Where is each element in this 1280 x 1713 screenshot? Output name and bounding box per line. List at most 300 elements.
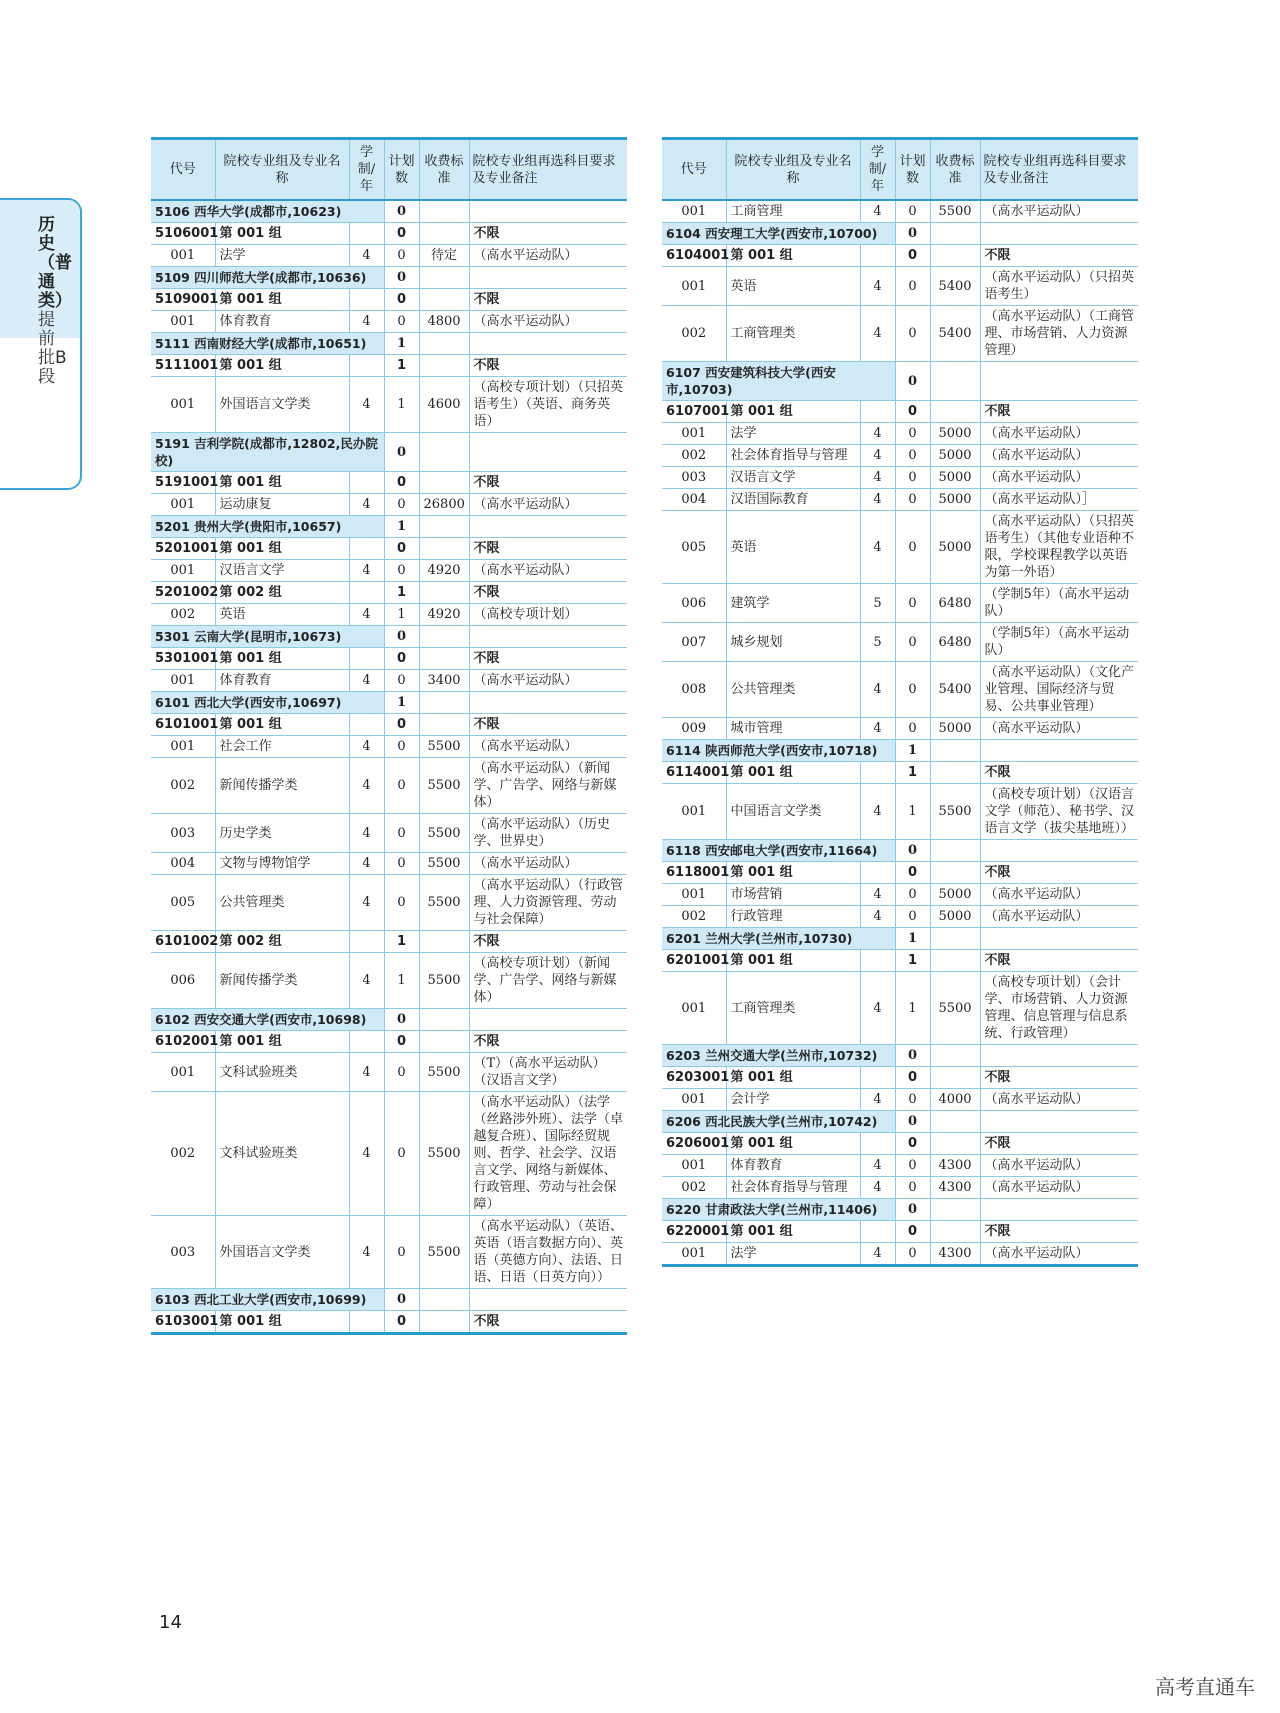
school-note-empty <box>980 223 1138 245</box>
group-years-empty <box>349 931 384 953</box>
major-plan: 0 <box>384 1053 419 1092</box>
major-plan: 0 <box>384 494 419 516</box>
major-name: 法学 <box>726 1243 860 1266</box>
major-note: （高水平运动队） <box>469 560 627 582</box>
group-row <box>151 931 627 953</box>
major-name: 社会工作 <box>215 736 349 758</box>
group-name: 第 001 组 <box>215 714 349 736</box>
school-row <box>151 267 627 289</box>
major-fee: 5400 <box>930 306 980 362</box>
major-plan: 0 <box>895 718 930 740</box>
major-code: 001 <box>151 736 215 758</box>
school-note-empty <box>469 1009 627 1031</box>
major-name: 工商管理类 <box>726 972 860 1045</box>
group-code: 5301001 <box>151 648 215 670</box>
major-code: 002 <box>151 604 215 626</box>
group-code: 6102001 <box>151 1031 215 1053</box>
major-name: 新闻传播学类 <box>215 953 349 1009</box>
school-fee-empty <box>419 692 469 714</box>
major-code: 001 <box>662 1089 726 1111</box>
major-plan: 0 <box>384 560 419 582</box>
school-plan: 1 <box>384 516 419 538</box>
major-plan: 0 <box>895 489 930 511</box>
group-requirement: 不限 <box>980 245 1138 267</box>
major-code: 003 <box>662 467 726 489</box>
group-requirement: 不限 <box>469 289 627 311</box>
group-name: 第 001 组 <box>215 1031 349 1053</box>
group-fee-empty <box>930 245 980 267</box>
school-plan: 0 <box>384 267 419 289</box>
group-plan: 0 <box>384 472 419 494</box>
group-years-empty <box>860 401 895 423</box>
group-name: 第 002 组 <box>215 931 349 953</box>
major-row <box>662 1243 1138 1266</box>
school-plan: 1 <box>384 692 419 714</box>
group-fee-empty <box>419 223 469 245</box>
major-note: （高水平运动队） <box>469 736 627 758</box>
major-name: 运动康复 <box>215 494 349 516</box>
major-plan: 0 <box>384 758 419 814</box>
major-code: 001 <box>662 267 726 306</box>
group-fee-empty <box>419 1311 469 1334</box>
group-code: 6101001 <box>151 714 215 736</box>
school-name: 6102 西安交通大学(西安市,10698) <box>151 1009 384 1031</box>
major-code: 001 <box>151 560 215 582</box>
major-years: 4 <box>860 423 895 445</box>
major-plan: 0 <box>895 906 930 928</box>
school-plan: 0 <box>384 1009 419 1031</box>
major-row <box>151 953 627 1009</box>
major-row <box>662 906 1138 928</box>
group-row <box>151 1031 627 1053</box>
group-row <box>151 538 627 560</box>
major-row <box>151 853 627 875</box>
school-plan: 0 <box>384 626 419 648</box>
major-fee: 5500 <box>419 1092 469 1216</box>
header-note: 院校专业组再选科目要求及专业备注 <box>980 139 1138 201</box>
group-years-empty <box>860 862 895 884</box>
school-fee-empty <box>930 1111 980 1133</box>
school-note-empty <box>469 200 627 223</box>
major-plan: 0 <box>384 814 419 853</box>
major-fee: 5000 <box>930 423 980 445</box>
major-row <box>151 377 627 433</box>
major-name: 汉语言文学 <box>215 560 349 582</box>
group-code: 6206001 <box>662 1133 726 1155</box>
school-fee-empty <box>419 626 469 648</box>
major-plan: 0 <box>895 445 930 467</box>
major-row <box>151 670 627 692</box>
major-years: 4 <box>349 875 384 931</box>
major-code: 001 <box>151 377 215 433</box>
header-fee: 收费标准 <box>930 139 980 201</box>
school-fee-empty <box>419 333 469 355</box>
group-plan: 0 <box>384 1311 419 1334</box>
group-fee-empty <box>930 1133 980 1155</box>
major-years: 4 <box>860 1243 895 1266</box>
major-years: 4 <box>860 784 895 840</box>
major-years: 4 <box>860 662 895 718</box>
major-years: 4 <box>349 377 384 433</box>
school-plan: 0 <box>895 362 930 401</box>
group-requirement: 不限 <box>469 1031 627 1053</box>
group-fee-empty <box>419 648 469 670</box>
major-years: 4 <box>860 906 895 928</box>
major-plan: 0 <box>895 623 930 662</box>
group-row <box>662 401 1138 423</box>
major-fee: 5000 <box>930 906 980 928</box>
group-years-empty <box>860 245 895 267</box>
group-code: 6118001 <box>662 862 726 884</box>
major-plan: 1 <box>384 953 419 1009</box>
major-row <box>662 1089 1138 1111</box>
major-note: （高水平运动队）（行政管理、人力资源管理、劳动与社会保障） <box>469 875 627 931</box>
group-fee-empty <box>419 582 469 604</box>
group-row <box>662 950 1138 972</box>
group-name: 第 001 组 <box>726 401 860 423</box>
major-name: 工商管理 <box>726 200 860 223</box>
group-name: 第 001 组 <box>215 223 349 245</box>
major-fee: 5500 <box>930 784 980 840</box>
school-plan: 1 <box>895 740 930 762</box>
group-fee-empty <box>419 472 469 494</box>
header-plan: 计划数 <box>895 139 930 201</box>
group-years-empty <box>349 538 384 560</box>
major-note: （高水平运动队） <box>980 467 1138 489</box>
school-row <box>662 1111 1138 1133</box>
major-years: 4 <box>860 1155 895 1177</box>
major-code: 002 <box>662 906 726 928</box>
right-enrollment-table <box>662 137 1138 1267</box>
major-row <box>151 758 627 814</box>
school-note-empty <box>980 1199 1138 1221</box>
left-table-body <box>151 200 627 1334</box>
major-name: 新闻传播学类 <box>215 758 349 814</box>
group-row <box>662 1133 1138 1155</box>
group-years-empty <box>349 648 384 670</box>
major-row <box>151 1092 627 1216</box>
group-name: 第 001 组 <box>726 245 860 267</box>
school-fee-empty <box>419 200 469 223</box>
major-fee: 26800 <box>419 494 469 516</box>
group-requirement: 不限 <box>980 950 1138 972</box>
major-name: 文物与博物馆学 <box>215 853 349 875</box>
school-plan: 0 <box>895 223 930 245</box>
group-requirement: 不限 <box>469 355 627 377</box>
group-plan: 1 <box>384 355 419 377</box>
group-code: 6114001 <box>662 762 726 784</box>
major-plan: 0 <box>384 875 419 931</box>
school-note-empty <box>980 740 1138 762</box>
group-plan: 0 <box>384 714 419 736</box>
group-years-empty <box>349 289 384 311</box>
major-plan: 0 <box>384 245 419 267</box>
group-code: 6103001 <box>151 1311 215 1334</box>
major-years: 4 <box>349 736 384 758</box>
major-code: 006 <box>151 953 215 1009</box>
major-row <box>151 311 627 333</box>
school-fee-empty <box>930 1199 980 1221</box>
major-fee: 5500 <box>419 1216 469 1289</box>
school-name: 6220 甘肃政法大学(兰州市,11406) <box>662 1199 895 1221</box>
school-plan: 0 <box>384 1289 419 1311</box>
group-name: 第 001 组 <box>726 762 860 784</box>
group-name: 第 001 组 <box>215 355 349 377</box>
major-fee: 5000 <box>930 511 980 584</box>
major-code: 001 <box>662 884 726 906</box>
group-row <box>151 714 627 736</box>
major-note: （高水平运动队） <box>980 445 1138 467</box>
major-code: 004 <box>662 489 726 511</box>
major-years: 4 <box>860 511 895 584</box>
major-code: 005 <box>151 875 215 931</box>
header-years: 学制/年 <box>349 139 384 201</box>
major-name: 行政管理 <box>726 906 860 928</box>
group-code: 5109001 <box>151 289 215 311</box>
major-plan: 1 <box>384 377 419 433</box>
group-requirement: 不限 <box>980 401 1138 423</box>
major-note: （高水平运动队）（历史学、世界史） <box>469 814 627 853</box>
header-fee: 收费标准 <box>419 139 469 201</box>
school-fee-empty <box>930 928 980 950</box>
group-plan: 1 <box>384 931 419 953</box>
major-name: 外国语言文学类 <box>215 377 349 433</box>
group-plan: 0 <box>895 1133 930 1155</box>
group-requirement: 不限 <box>469 1311 627 1334</box>
major-plan: 0 <box>895 584 930 623</box>
group-requirement: 不限 <box>980 762 1138 784</box>
major-row <box>662 718 1138 740</box>
school-note-empty <box>469 1289 627 1311</box>
section-side-tab <box>0 198 82 490</box>
school-fee-empty <box>419 1289 469 1311</box>
group-row <box>151 223 627 245</box>
group-requirement: 不限 <box>469 714 627 736</box>
major-row <box>151 1053 627 1092</box>
major-fee: 3400 <box>419 670 469 692</box>
header-name: 院校专业组及专业名称 <box>215 139 349 201</box>
group-plan: 0 <box>895 401 930 423</box>
group-plan: 1 <box>384 582 419 604</box>
major-row <box>662 584 1138 623</box>
major-row <box>662 1155 1138 1177</box>
major-plan: 0 <box>895 884 930 906</box>
major-years: 5 <box>860 623 895 662</box>
major-note: （高水平运动队） <box>980 906 1138 928</box>
major-name: 体育教育 <box>215 670 349 692</box>
major-fee: 5000 <box>930 445 980 467</box>
major-fee: 4300 <box>930 1243 980 1266</box>
major-row <box>151 814 627 853</box>
group-code: 5106001 <box>151 223 215 245</box>
group-years-empty <box>349 714 384 736</box>
group-row <box>151 355 627 377</box>
header-code: 代号 <box>151 139 215 201</box>
major-note: （高水平运动队）（新闻学、广告学、网络与新媒体） <box>469 758 627 814</box>
group-plan: 1 <box>895 762 930 784</box>
major-code: 001 <box>662 200 726 223</box>
major-plan: 0 <box>384 1092 419 1216</box>
major-plan: 1 <box>895 972 930 1045</box>
major-years: 4 <box>860 489 895 511</box>
major-note: （高水平运动队） <box>980 1155 1138 1177</box>
school-row <box>662 223 1138 245</box>
major-plan: 0 <box>895 1177 930 1199</box>
major-years: 4 <box>349 245 384 267</box>
major-fee: 待定 <box>419 245 469 267</box>
major-plan: 0 <box>384 311 419 333</box>
school-name: 6107 西安建筑科技大学(西安市,10703) <box>662 362 895 401</box>
major-note: （高水平运动队）（工商管理、市场营销、人力资源管理） <box>980 306 1138 362</box>
major-note: （高水平运动队）（文化产业管理、国际经济与贸易、公共事业管理） <box>980 662 1138 718</box>
major-years: 4 <box>860 306 895 362</box>
header-code: 代号 <box>662 139 726 201</box>
major-fee: 5500 <box>930 972 980 1045</box>
group-years-empty <box>349 472 384 494</box>
major-note: （学制5年）（高水平运动队） <box>980 623 1138 662</box>
major-note: （高水平运动队） <box>469 245 627 267</box>
major-code: 007 <box>662 623 726 662</box>
header-name: 院校专业组及专业名称 <box>726 139 860 201</box>
major-note: （高水平运动队） <box>469 311 627 333</box>
school-row <box>151 333 627 355</box>
major-note: （T）（高水平运动队）（汉语言文学） <box>469 1053 627 1092</box>
major-code: 001 <box>662 784 726 840</box>
major-name: 社会体育指导与管理 <box>726 1177 860 1199</box>
group-code: 5191001 <box>151 472 215 494</box>
school-note-empty <box>980 928 1138 950</box>
major-name: 文科试验班类 <box>215 1092 349 1216</box>
group-code: 6107001 <box>662 401 726 423</box>
school-name: 5301 云南大学(昆明市,10673) <box>151 626 384 648</box>
group-row <box>662 862 1138 884</box>
group-years-empty <box>860 950 895 972</box>
group-years-empty <box>349 1031 384 1053</box>
major-plan: 0 <box>895 1155 930 1177</box>
group-row <box>151 289 627 311</box>
school-row <box>151 1009 627 1031</box>
major-years: 4 <box>349 814 384 853</box>
right-table-body <box>662 200 1138 1266</box>
group-code: 6101002 <box>151 931 215 953</box>
major-plan: 0 <box>895 1089 930 1111</box>
major-fee: 5500 <box>930 200 980 223</box>
school-row <box>662 740 1138 762</box>
group-name: 第 001 组 <box>215 472 349 494</box>
group-requirement: 不限 <box>980 1133 1138 1155</box>
major-row <box>151 494 627 516</box>
major-fee: 5500 <box>419 736 469 758</box>
school-name: 6201 兰州大学(兰州市,10730) <box>662 928 895 950</box>
major-name: 公共管理类 <box>215 875 349 931</box>
major-years: 4 <box>860 200 895 223</box>
left-enrollment-table <box>151 137 627 1335</box>
school-name: 5111 西南财经大学(成都市,10651) <box>151 333 384 355</box>
major-row <box>662 267 1138 306</box>
watermark-text: 高考直通车 <box>1155 1675 1255 1699</box>
major-note: （高水平运动队）（英语、英语（语言数据方向）、英语（英德方向）、法语、日语、日语（日英方向）） <box>469 1216 627 1289</box>
major-code: 001 <box>151 311 215 333</box>
major-note: （高水平运动队） <box>469 494 627 516</box>
school-name: 6103 西北工业大学(西安市,10699) <box>151 1289 384 1311</box>
major-name: 法学 <box>215 245 349 267</box>
school-name: 6104 西安理工大学(西安市,10700) <box>662 223 895 245</box>
major-fee: 5500 <box>419 853 469 875</box>
major-code: 001 <box>151 245 215 267</box>
major-plan: 1 <box>895 784 930 840</box>
major-note: （高水平运动队） <box>980 1243 1138 1266</box>
major-row <box>662 784 1138 840</box>
school-name: 5109 四川师范大学(成都市,10636) <box>151 267 384 289</box>
group-name: 第 001 组 <box>215 648 349 670</box>
group-fee-empty <box>419 931 469 953</box>
major-note: （高水平运动队） <box>469 670 627 692</box>
major-name: 中国语言文学类 <box>726 784 860 840</box>
school-note-empty <box>980 362 1138 401</box>
major-fee: 4300 <box>930 1155 980 1177</box>
major-years: 4 <box>349 1092 384 1216</box>
school-note-empty <box>469 516 627 538</box>
school-fee-empty <box>419 267 469 289</box>
group-name: 第 001 组 <box>215 538 349 560</box>
group-row <box>151 648 627 670</box>
group-row <box>151 472 627 494</box>
group-row <box>151 1311 627 1334</box>
major-plan: 0 <box>895 267 930 306</box>
major-row <box>662 306 1138 362</box>
side-tab-batch: 提前批B段 <box>38 310 67 387</box>
major-plan: 0 <box>895 423 930 445</box>
major-code: 006 <box>662 584 726 623</box>
major-fee: 5500 <box>419 1053 469 1092</box>
major-plan: 0 <box>895 1243 930 1266</box>
major-code: 001 <box>151 1053 215 1092</box>
school-row <box>151 692 627 714</box>
school-plan: 0 <box>384 200 419 223</box>
group-plan: 0 <box>384 648 419 670</box>
school-plan: 1 <box>895 928 930 950</box>
major-fee: 5500 <box>419 875 469 931</box>
group-fee-empty <box>419 289 469 311</box>
major-plan: 0 <box>895 662 930 718</box>
major-plan: 0 <box>384 853 419 875</box>
major-note: （高校专项计划）（会计学、市场营销、人力资源管理、信息管理与信息系统、行政管理） <box>980 972 1138 1045</box>
major-note: （高水平运动队） <box>980 1177 1138 1199</box>
major-row <box>662 1177 1138 1199</box>
group-name: 第 001 组 <box>726 862 860 884</box>
major-fee: 5500 <box>419 953 469 1009</box>
school-note-empty <box>469 626 627 648</box>
major-name: 外国语言文学类 <box>215 1216 349 1289</box>
group-fee-empty <box>930 762 980 784</box>
group-name: 第 001 组 <box>215 289 349 311</box>
school-row <box>662 362 1138 401</box>
major-row <box>662 200 1138 223</box>
major-fee: 4600 <box>419 377 469 433</box>
school-plan: 0 <box>895 1045 930 1067</box>
major-name: 历史学类 <box>215 814 349 853</box>
school-name: 5201 贵州大学(贵阳市,10657) <box>151 516 384 538</box>
major-name: 会计学 <box>726 1089 860 1111</box>
group-plan: 0 <box>895 862 930 884</box>
group-requirement: 不限 <box>469 582 627 604</box>
school-note-empty <box>469 333 627 355</box>
major-row <box>151 604 627 626</box>
group-name: 第 001 组 <box>726 950 860 972</box>
school-fee-empty <box>930 740 980 762</box>
major-row <box>151 736 627 758</box>
page-number: 14 <box>159 1612 182 1633</box>
